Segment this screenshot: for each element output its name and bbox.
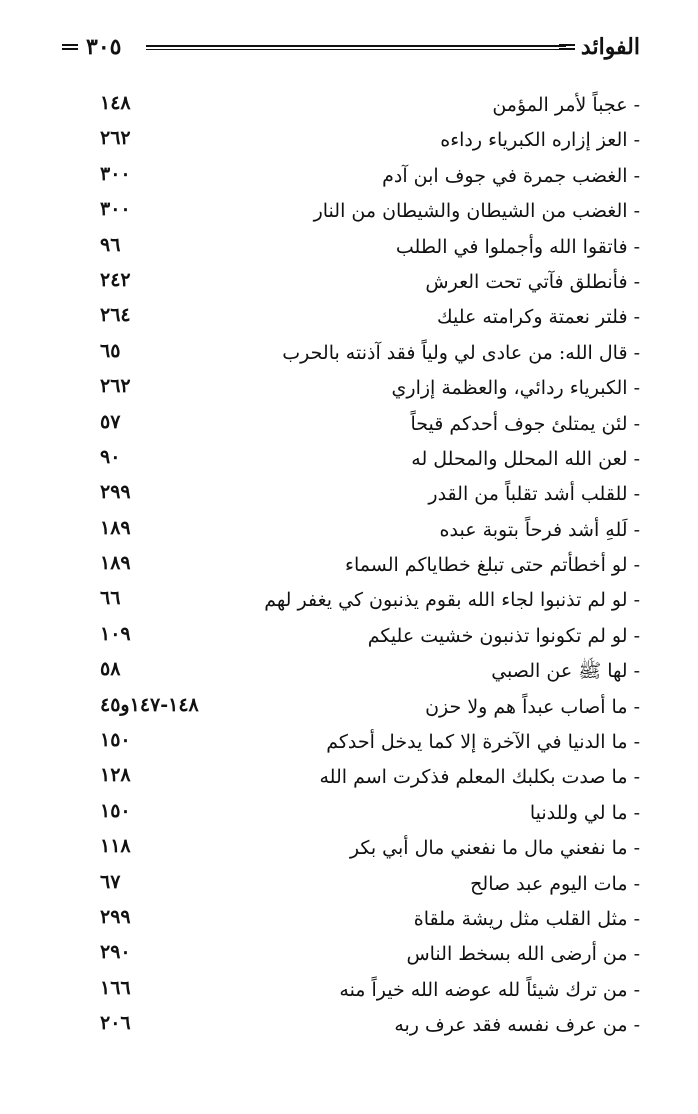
- index-entry: [100, 477, 640, 512]
- entry-page-number: ٥٨: [100, 658, 121, 681]
- entry-text: - العز إزاره الكبرياء رداءه: [440, 129, 640, 152]
- entry-page-number: ٢٦٢: [100, 375, 131, 398]
- entry-text: - ما الدنيا في الآخرة إلا كما يدخل أحدكم: [326, 731, 640, 754]
- entry-text: - من ترك شيئاً لله عوضه الله خيراً منه: [339, 978, 640, 1001]
- index-entry: [100, 88, 640, 123]
- page-number-group: [62, 30, 121, 64]
- entry-text: - لو لم تكونوا تذنبون خشيت عليكم: [367, 624, 640, 647]
- index-entry: [100, 725, 640, 760]
- index-entry: [100, 265, 640, 300]
- index-entry: [100, 831, 640, 866]
- entry-text: - ما لي وللدنيا: [529, 801, 640, 824]
- entry-text: - لَلهِ أشد فرحاً بتوبة عبده: [439, 518, 640, 541]
- entry-page-number: ٦٧: [100, 870, 121, 893]
- entry-page-number: ١٤٨-١٤٧و٤٥: [100, 693, 199, 716]
- entry-text: - مات اليوم عبد صالح: [470, 872, 640, 895]
- index-entry: [100, 619, 640, 654]
- index-entry: [100, 407, 640, 442]
- entry-page-number: ٢٦٢: [100, 127, 131, 150]
- entry-page-number: ٢٦٤: [100, 304, 131, 327]
- entry-page-number: ٢٠٦: [100, 1012, 131, 1035]
- entry-text: - للقلب أشد تقلباً من القدر: [428, 483, 640, 506]
- entry-page-number: ١٢٨: [100, 764, 131, 787]
- entry-text: - ما نفعني مال ما نفعني مال أبي بكر: [349, 837, 640, 860]
- entry-text: - الغضب جمرة في جوف ابن آدم: [382, 164, 640, 187]
- entry-page-number: ١٨٩: [100, 516, 131, 539]
- entry-text: - لئن يمتلئ جوف أحدكم قيحاً: [410, 412, 640, 435]
- entry-text: - الكبرياء ردائي، والعظمة إزاري: [391, 377, 640, 400]
- entry-text: - قال الله: من عادى لي ولياً فقد آذنته بالحرب: [282, 341, 640, 364]
- index-entry: [100, 442, 640, 477]
- entry-text: - ما أصاب عبداً هم ولا حزن: [425, 695, 640, 718]
- entry-page-number: ٩٠: [100, 445, 121, 468]
- page-header: [62, 30, 640, 64]
- index-entry: [100, 194, 640, 229]
- entry-page-number: ١٨٩: [100, 552, 131, 575]
- index-entry: [100, 760, 640, 795]
- index-entry: [100, 123, 640, 158]
- header-rule: [146, 45, 566, 50]
- double-dash-mark: [559, 44, 575, 50]
- entry-page-number: ١٦٦: [100, 976, 131, 999]
- book-title: الفوائد: [580, 34, 640, 60]
- entry-text: - مثل القلب مثل ريشة ملقاة: [413, 907, 640, 930]
- entry-text: - لها ﷺ عن الصبي: [491, 660, 640, 683]
- entry-text: - من أرضى الله بسخط الناس: [406, 943, 640, 966]
- index-entry: [100, 336, 640, 371]
- entry-text: - لو لم تذنبوا لجاء الله بقوم يذنبون كي يغفر لهم: [264, 589, 640, 612]
- index-entry: [100, 300, 640, 335]
- entry-page-number: ٥٧: [100, 410, 121, 433]
- entry-page-number: ٢٩٩: [100, 481, 131, 504]
- entry-text: - الغضب من الشيطان والشيطان من النار: [313, 200, 640, 223]
- double-dash-mark: [62, 44, 78, 50]
- index-entry: [100, 937, 640, 972]
- entry-text: - فأنطلق فآتي تحت العرش: [425, 270, 640, 293]
- index-entry: [100, 902, 640, 937]
- index-entry: [100, 513, 640, 548]
- index-entry: [100, 690, 640, 725]
- entry-text: - لعن الله المحلل والمحلل له: [411, 447, 640, 470]
- index-entry: [100, 973, 640, 1008]
- entry-page-number: ١٥٠: [100, 729, 131, 752]
- entry-text: - فاتقوا الله وأجملوا في الطلب: [395, 235, 640, 258]
- entry-page-number: ٩٦: [100, 233, 121, 256]
- entry-page-number: ١٠٩: [100, 622, 131, 645]
- entry-text: - من عرف نفسه فقد عرف ربه: [394, 1014, 640, 1037]
- entry-text: - لو أخطأتم حتى تبلغ خطاياكم السماء: [345, 554, 640, 577]
- entry-page-number: ٢٤٢: [100, 268, 131, 291]
- entry-page-number: ٣٠٠: [100, 162, 131, 185]
- book-title-group: [559, 30, 640, 64]
- entry-text: - ما صدت بكلبك المعلم فذكرت اسم الله: [319, 766, 640, 789]
- index-entry: [100, 230, 640, 265]
- index-entry: [100, 371, 640, 406]
- index-entry: [100, 654, 640, 689]
- index-entry: [100, 583, 640, 618]
- index-entry: [100, 159, 640, 194]
- entry-page-number: ١٤٨: [100, 92, 131, 114]
- entry-text: - فلتر نعمتة وكرامته عليك: [437, 306, 640, 329]
- index-entry: [100, 796, 640, 831]
- entry-page-number: ٦٦: [100, 587, 121, 610]
- entry-page-number: ١٥٠: [100, 799, 131, 822]
- entry-page-number: ٢٩٩: [100, 905, 131, 928]
- page-number: ٣٠٥: [86, 34, 122, 60]
- entry-page-number: ٣٠٠: [100, 198, 131, 221]
- index-list: [100, 88, 640, 1044]
- index-entry: [100, 867, 640, 902]
- entry-page-number: ٦٥: [100, 339, 121, 362]
- index-entry: [100, 548, 640, 583]
- entry-page-number: ١١٨: [100, 835, 131, 858]
- entry-text: - عجباً لأمر المؤمن: [492, 94, 640, 116]
- index-entry: [100, 1008, 640, 1043]
- entry-page-number: ٢٩٠: [100, 941, 131, 964]
